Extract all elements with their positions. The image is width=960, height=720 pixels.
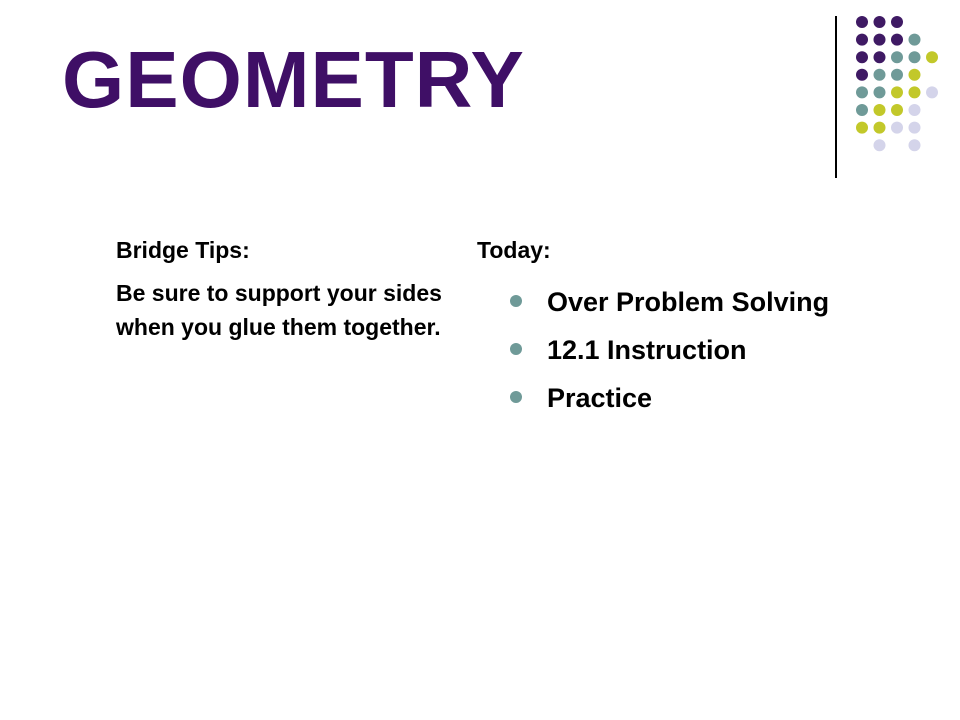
today-section <box>477 232 917 422</box>
decorative-dot <box>856 34 868 46</box>
bridge-tips-text: Be sure to support your sides when you glue them together. <box>116 280 442 340</box>
decorative-dot <box>891 51 903 63</box>
decorative-dot <box>874 122 886 134</box>
bullet-dot-icon <box>510 391 522 403</box>
decorative-dot <box>909 69 921 81</box>
decorative-dot <box>874 139 886 151</box>
title-divider <box>835 16 837 178</box>
slide-title: GEOMETRY <box>62 35 525 124</box>
decorative-dot <box>891 69 903 81</box>
decorative-dot <box>856 51 868 63</box>
decorative-dot <box>874 104 886 116</box>
bridge-tips-section <box>116 232 446 344</box>
decorative-dot <box>856 122 868 134</box>
list-item <box>477 374 917 422</box>
decorative-dot <box>856 16 868 28</box>
today-heading: Today: <box>477 237 551 263</box>
decorative-dot <box>926 86 938 98</box>
decorative-dot <box>874 34 886 46</box>
decorative-dot <box>874 69 886 81</box>
decorative-dot <box>926 51 938 63</box>
decorative-dot <box>891 34 903 46</box>
decorative-dot <box>874 16 886 28</box>
decorative-dot <box>909 122 921 134</box>
decorative-dot <box>909 34 921 46</box>
today-list <box>477 278 917 422</box>
decorative-dot <box>909 86 921 98</box>
decorative-dot <box>909 51 921 63</box>
decorative-dot <box>856 86 868 98</box>
decorative-dot <box>874 51 886 63</box>
decorative-dot <box>891 122 903 134</box>
list-item-label: Over Problem Solving <box>547 287 830 317</box>
decorative-dot <box>874 86 886 98</box>
bullet-dot-icon <box>510 343 522 355</box>
bridge-tips-heading: Bridge Tips: <box>116 237 250 263</box>
list-item-label: Practice <box>547 383 653 413</box>
bullet-dot-icon <box>510 295 522 307</box>
decorative-dot <box>856 104 868 116</box>
list-item-label: 12.1 Instruction <box>547 335 747 365</box>
list-item <box>477 278 917 326</box>
decorative-dot <box>891 104 903 116</box>
decorative-dot <box>891 16 903 28</box>
decorative-dot <box>891 86 903 98</box>
decorative-dot <box>856 69 868 81</box>
list-item <box>477 326 917 374</box>
decorative-dot <box>909 104 921 116</box>
decorative-dot <box>909 139 921 151</box>
